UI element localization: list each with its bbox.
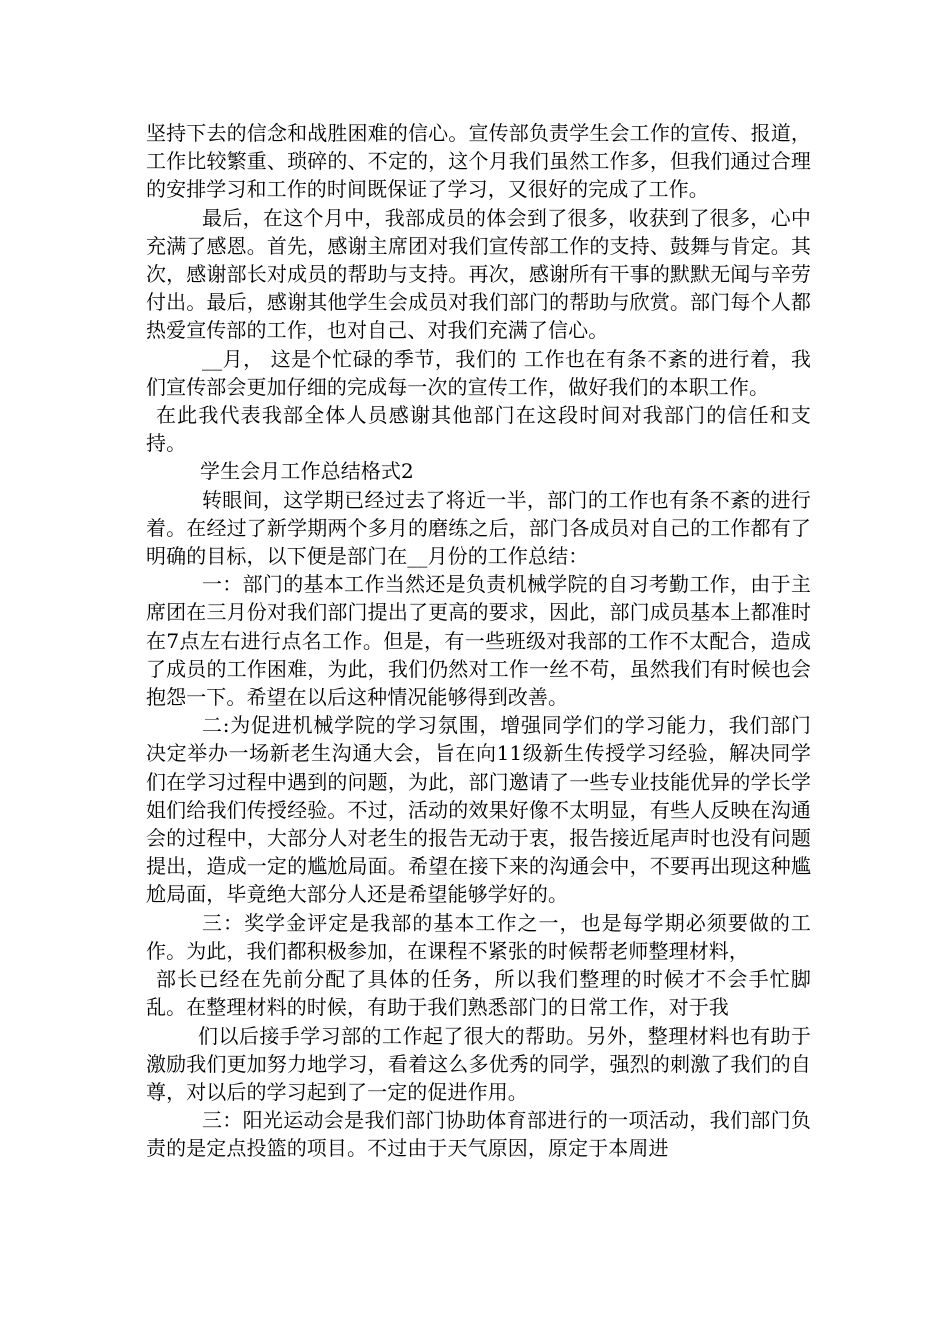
paragraph-4: 在此我代表我部全体人员感谢其他部门在这段时间对我部门的信任和支持。	[146, 403, 811, 456]
paragraph-8: 三：奖学金评定是我部的基本工作之一，也是每学期必须要做的工作。为此，我们都积极参加，在课程不紧张的时候帮老师整理材料，	[146, 910, 811, 963]
paragraph-1: 坚持下去的信念和战胜困难的信心。宣传部负责学生会工作的宣传、报道，工作比较繁重、琐碎的、不定的，这个月我们虽然工作多，但我们通过合理的安排学习和工作的时间既保证了学习，又很好的完成了工作。	[146, 121, 811, 202]
paragraph-2: 最后，在这个月中，我部成员的体会到了很多，收获到了很多，心中充满了感恩。首先，感谢主席团对我们宣传部工作的支持、鼓舞与肯定。其次，感谢部长对成员的帮助与支持。再次，感谢所有干事的默默无闻与辛劳付出。最后，感谢其他学生会成员对我们部门的帮助与欣赏。部门每个人都热爱宣传部的工作，也对自己、对我们充满了信心。	[146, 205, 811, 343]
section-heading: 学生会月工作总结格式2	[200, 459, 414, 484]
paragraph-6: 一：部门的基本工作当然还是负责机械学院的自习考勤工作，由于主席团在三月份对我们部门提出了更高的要求，因此，部门成员基本上都准时在7点左右进行点名工作。但是，有一些班级对我部的工作不太配合，造成了成员的工作困难，为此，我们仍然对工作一丝不苟，虽然我们有时候也会抱怨一下。希望在以后这种情况能够得到改善。	[146, 572, 811, 710]
paragraph-7: 二:为促进机械学院的学习氛围，增强同学们的学习能力，我们部门决定举办一场新老生沟通大会，旨在向11级新生传授学习经验，解决同学们在学习过程中遇到的问题，为此，部门邀请了一些专业技能优异的学长学姐们给我们传授经验。不过，活动的效果好像不太明显，有些人反映在沟通会的过程中，大部分人对老生的报告无动于衷，报告接近尾声时也没有问题提出，造成一定的尴尬局面。希望在接下来的沟通会中，不要再出现这种尴尬局面，毕竟绝大部分人还是希望能够学好的。	[146, 713, 811, 907]
paragraph-5: 转眼间，这学期已经过去了将近一半，部门的工作也有条不紊的进行着。在经过了新学期两个多月的磨练之后，部门各成员对自己的工作都有了明确的目标，以下便是部门在__月份的工作总结：	[146, 487, 811, 569]
paragraph-3: __月， 这是个忙碌的季节，我们的 工作也在有条不紊的进行着，我们宣传部会更加仔细的完成每一次的宣传工作，做好我们的本职工作。	[146, 346, 811, 399]
paragraph-11: 三：阳光运动会是我们部门协助体育部进行的一项活动，我们部门负责的是定点投篮的项目。不过由于天气原因，原定于本周进	[146, 1108, 811, 1161]
paragraph-9: 部长已经在先前分配了具体的任务，所以我们整理的时候才不会手忙脚乱。在整理材料的时候，有助于我们熟悉部门的日常工作，对于我	[146, 967, 811, 1020]
paragraph-10: 们以后接手学习部的工作起了很大的帮助。另外，整理材料也有助于激励我们更加努力地学习，看着这么多优秀的同学，强烈的刺激了我们的自尊，对以后的学习起到了一定的促进作用。	[146, 1023, 811, 1104]
document-body	[146, 119, 811, 1163]
